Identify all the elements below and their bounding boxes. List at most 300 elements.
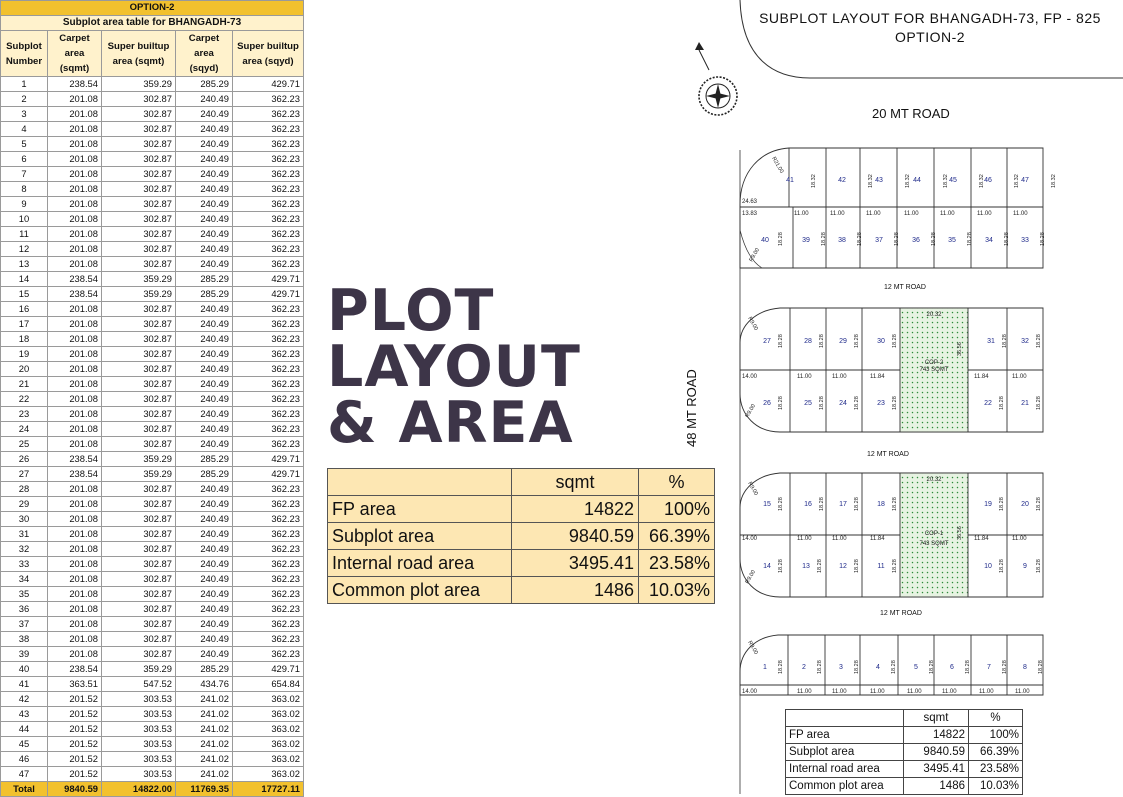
area-cell: 201.08 (48, 617, 102, 632)
summary-label: Common plot area (328, 577, 512, 604)
plot-number: 5 (914, 664, 918, 671)
plot-number: 16 (804, 501, 812, 508)
area-cell: 303.53 (102, 692, 176, 707)
area-cell: 429.71 (233, 662, 304, 677)
area-cell: 302.87 (102, 152, 176, 167)
area-cell: 302.87 (102, 437, 176, 452)
area-cell: 201.08 (48, 167, 102, 182)
summary-row (786, 727, 1023, 744)
area-cell: 363.02 (233, 707, 304, 722)
plot-number: 35 (948, 237, 956, 244)
area-cell: 362.23 (233, 422, 304, 437)
area-cell: 240.49 (176, 377, 233, 392)
plot-number: 44 (913, 177, 921, 184)
dimension-label: 14.00 (742, 536, 758, 542)
dimension-label: 18.28 (778, 497, 784, 511)
dimension-label: 11.00 (1012, 536, 1027, 542)
subplot-number-cell: 6 (1, 152, 48, 167)
area-cell: 362.23 (233, 602, 304, 617)
subplot-number-cell: 28 (1, 482, 48, 497)
area-cell: 429.71 (233, 467, 304, 482)
dimension-label: 18.32 (811, 174, 817, 188)
dimension-label: R9.00 (744, 403, 758, 419)
dimension-label: 18.28 (854, 497, 860, 511)
area-cell: 363.02 (233, 692, 304, 707)
area-cell: 240.49 (176, 437, 233, 452)
area-cell: 302.87 (102, 122, 176, 137)
table-row (1, 497, 304, 512)
table-row (1, 377, 304, 392)
dimension-label: 18.28 (819, 497, 825, 511)
block-a (740, 148, 1043, 268)
area-cell: 201.08 (48, 317, 102, 332)
layout-subtitle: OPTION-2 (894, 29, 966, 45)
area-cell: 201.08 (48, 122, 102, 137)
area-cell: 240.49 (176, 302, 233, 317)
dimension-label: 18.28 (931, 232, 937, 246)
subplot-number-cell: 42 (1, 692, 48, 707)
area-cell: 302.87 (102, 392, 176, 407)
area-cell: 240.49 (176, 572, 233, 587)
area-cell: 240.49 (176, 422, 233, 437)
table-row (1, 617, 304, 632)
plot-number: 21 (1021, 400, 1029, 407)
summary-label: FP area (328, 496, 512, 523)
summary-value: 1486 (512, 577, 639, 604)
table-row (1, 737, 304, 752)
subplot-number-cell: 30 (1, 512, 48, 527)
subplot-number-cell: 35 (1, 587, 48, 602)
area-cell: 201.08 (48, 227, 102, 242)
area-cell: 362.23 (233, 527, 304, 542)
area-cell: 240.49 (176, 332, 233, 347)
dimension-label: 18.28 (819, 334, 825, 348)
area-cell: 240.49 (176, 647, 233, 662)
subplot-number-cell: 46 (1, 752, 48, 767)
area-cell: 240.49 (176, 407, 233, 422)
table-row (1, 362, 304, 377)
dimension-label: 11.00 (832, 374, 847, 380)
table-row (1, 137, 304, 152)
plot-number: 17 (839, 501, 847, 508)
area-cell: 302.87 (102, 332, 176, 347)
summary-row (786, 744, 1023, 761)
summary-header-cell: % (969, 710, 1023, 727)
area-cell: 359.29 (102, 77, 176, 92)
area-cell: 362.23 (233, 497, 304, 512)
area-cell: 238.54 (48, 467, 102, 482)
summary-header-cell (786, 710, 904, 727)
area-cell: 362.23 (233, 587, 304, 602)
area-cell: 240.49 (176, 632, 233, 647)
area-cell: 362.23 (233, 212, 304, 227)
dimension-label: 14.00 (742, 374, 758, 380)
plot-number: 45 (949, 177, 957, 184)
area-cell: 302.87 (102, 257, 176, 272)
area-cell: 429.71 (233, 272, 304, 287)
area-cell: 362.23 (233, 182, 304, 197)
plot-number: 9 (1023, 563, 1027, 570)
subplot-number-cell: 12 (1, 242, 48, 257)
area-cell: 201.52 (48, 692, 102, 707)
plot-number: 2 (802, 664, 806, 671)
subplot-number-cell: 21 (1, 377, 48, 392)
area-cell: 303.53 (102, 737, 176, 752)
area-cell: 302.87 (102, 227, 176, 242)
table-row (1, 107, 304, 122)
table-row (1, 287, 304, 302)
dimension-label: 18.28 (892, 334, 898, 348)
table-total-row (1, 782, 304, 797)
plot-number: 24 (839, 400, 847, 407)
subplot-number-cell: 27 (1, 467, 48, 482)
dimension-label: 11.00 (866, 211, 881, 217)
dimension-label: 11.84 (870, 536, 885, 542)
dimension-label: 18.28 (1004, 232, 1010, 246)
dimension-label: 18.28 (854, 559, 860, 573)
subplot-number-cell: 22 (1, 392, 48, 407)
area-cell: 302.87 (102, 182, 176, 197)
area-cell: 238.54 (48, 662, 102, 677)
subplot-number-cell: 43 (1, 707, 48, 722)
area-cell: 302.87 (102, 632, 176, 647)
area-cell: 362.23 (233, 242, 304, 257)
subplot-number-cell: 13 (1, 257, 48, 272)
block-b (740, 308, 1043, 432)
area-cell: 240.49 (176, 542, 233, 557)
dimension-label: 11.00 (942, 689, 957, 695)
area-cell: 363.02 (233, 737, 304, 752)
column-header: Subplot Number (1, 31, 48, 77)
dimension-label: 11.00 (797, 689, 812, 695)
dimension-label: 11.00 (1012, 374, 1027, 380)
area-cell: 240.49 (176, 392, 233, 407)
summary-row (786, 778, 1023, 795)
area-cell: 302.87 (102, 482, 176, 497)
subplot-number-cell: 41 (1, 677, 48, 692)
plot-number: 14 (763, 563, 771, 570)
area-summary-table (327, 468, 715, 604)
dimension-label: 11.00 (977, 211, 992, 217)
dimension-label: 11.00 (979, 689, 994, 695)
area-cell: 302.87 (102, 572, 176, 587)
area-cell: 201.08 (48, 407, 102, 422)
subplot-number-cell: 38 (1, 632, 48, 647)
plot-number: 10 (984, 563, 992, 570)
dimension-label: R9.00 (746, 316, 759, 332)
area-cell: 302.87 (102, 422, 176, 437)
dimension-label: 11.00 (797, 536, 812, 542)
layout-plan (690, 0, 1123, 794)
subplot-number-cell: 44 (1, 722, 48, 737)
area-cell: 302.87 (102, 617, 176, 632)
dimension-label: 18.28 (999, 559, 1005, 573)
plot-number: 36 (912, 237, 920, 244)
area-cell: 201.08 (48, 347, 102, 362)
dimension-label: 11.00 (794, 211, 809, 217)
area-cell: 302.87 (102, 167, 176, 182)
dimension-label: 18.28 (1036, 559, 1042, 573)
area-cell: 238.54 (48, 287, 102, 302)
area-cell: 240.49 (176, 602, 233, 617)
dimension-label: 18.32 (979, 174, 985, 188)
summary-row (328, 577, 715, 604)
plot-number: 27 (763, 338, 771, 345)
area-cell: 302.87 (102, 557, 176, 572)
area-cell: 363.02 (233, 767, 304, 782)
table-title: Subplot area table for BHANGADH-73 (1, 16, 304, 31)
table-option-label: OPTION-2 (1, 1, 304, 16)
table-row (1, 587, 304, 602)
table-row (1, 92, 304, 107)
area-cell: 359.29 (102, 467, 176, 482)
summary-label: Common plot area (786, 778, 904, 795)
area-summary-table-small (785, 709, 1023, 795)
plot-number: 20 (1021, 501, 1029, 508)
area-cell: 302.87 (102, 647, 176, 662)
area-cell: 362.23 (233, 482, 304, 497)
dimension-label: 18.28 (778, 660, 784, 674)
summary-row (328, 550, 715, 577)
road-label-internal: 12 MT ROAD (884, 284, 926, 291)
area-cell: 363.02 (233, 722, 304, 737)
plot-number: 47 (1021, 177, 1029, 184)
plot-number: 11 (877, 563, 885, 570)
table-row (1, 692, 304, 707)
dimension-label: 18.28 (778, 232, 784, 246)
heading-line-3: & AREA (327, 390, 574, 456)
area-cell: 238.54 (48, 272, 102, 287)
area-cell: 362.23 (233, 167, 304, 182)
plot-number: 34 (985, 237, 993, 244)
subplot-number-cell: 47 (1, 767, 48, 782)
plot-number: 13 (802, 563, 810, 570)
table-row (1, 647, 304, 662)
table-row (1, 452, 304, 467)
area-cell: 302.87 (102, 512, 176, 527)
dimension-label: 18.32 (943, 174, 949, 188)
area-cell: 201.08 (48, 377, 102, 392)
subplot-number-cell: 15 (1, 287, 48, 302)
common-plot-label: COP-1 (924, 531, 944, 537)
dimension-label: R9.00 (746, 481, 759, 497)
site-boundary (740, 0, 1123, 78)
dimension-label: 18.28 (1040, 232, 1046, 246)
area-cell: 302.87 (102, 107, 176, 122)
area-cell: 201.08 (48, 392, 102, 407)
dimension-label: 18.32 (1051, 174, 1057, 188)
plot-number: 33 (1021, 237, 1029, 244)
dimension-label: 18.28 (1002, 334, 1008, 348)
area-cell: 240.49 (176, 152, 233, 167)
area-cell: 201.08 (48, 197, 102, 212)
area-cell: 240.49 (176, 107, 233, 122)
area-cell: 285.29 (176, 467, 233, 482)
area-cell: 201.08 (48, 242, 102, 257)
area-cell: 285.29 (176, 272, 233, 287)
area-cell: 362.23 (233, 122, 304, 137)
area-cell: 240.49 (176, 512, 233, 527)
area-cell: 201.52 (48, 722, 102, 737)
area-cell: 240.49 (176, 137, 233, 152)
area-cell: 201.08 (48, 632, 102, 647)
total-cell: 9840.59 (48, 782, 102, 797)
plot-number: 8 (1023, 664, 1027, 671)
subplot-number-cell: 31 (1, 527, 48, 542)
area-cell: 362.23 (233, 632, 304, 647)
plot-number: 43 (875, 177, 883, 184)
table-row (1, 77, 304, 92)
area-cell: 201.52 (48, 737, 102, 752)
area-cell: 201.08 (48, 257, 102, 272)
table-row (1, 677, 304, 692)
subplot-number-cell: 37 (1, 617, 48, 632)
table-row (1, 707, 304, 722)
area-cell: 240.49 (176, 482, 233, 497)
plot-number: 22 (984, 400, 992, 407)
summary-percent: 100% (969, 727, 1023, 744)
table-row (1, 632, 304, 647)
dimension-label: 18.28 (854, 396, 860, 410)
table-row (1, 242, 304, 257)
area-cell: 201.08 (48, 587, 102, 602)
area-cell: 302.87 (102, 527, 176, 542)
area-cell: 654.84 (233, 677, 304, 692)
plot-number: 30 (877, 338, 885, 345)
summary-value: 14822 (512, 496, 639, 523)
area-cell: 241.02 (176, 737, 233, 752)
subplot-area-table (0, 0, 304, 797)
road-label-top: 20 MT ROAD (872, 106, 950, 121)
plot-number: 46 (984, 177, 992, 184)
dimension-label: 11.84 (870, 374, 885, 380)
summary-percent: 66.39% (639, 523, 715, 550)
plot-number: 37 (875, 237, 883, 244)
area-cell: 429.71 (233, 287, 304, 302)
area-cell: 201.08 (48, 647, 102, 662)
summary-percent: 66.39% (969, 744, 1023, 761)
subplot-number-cell: 10 (1, 212, 48, 227)
subplot-number-cell: 16 (1, 302, 48, 317)
dimension-label: 18.28 (892, 497, 898, 511)
table-row (1, 512, 304, 527)
area-cell: 201.52 (48, 752, 102, 767)
area-cell: 238.54 (48, 452, 102, 467)
area-cell: 201.08 (48, 152, 102, 167)
table-row (1, 557, 304, 572)
plot-number: 38 (838, 237, 846, 244)
dimension-label: 18.28 (819, 396, 825, 410)
dimension-label: 18.28 (891, 660, 897, 674)
area-cell: 362.23 (233, 92, 304, 107)
area-cell: 362.23 (233, 317, 304, 332)
dimension-label: 18.28 (817, 559, 823, 573)
dimension-label: 11.00 (904, 211, 919, 217)
plot-number: 23 (877, 400, 885, 407)
plot-number: 29 (839, 338, 847, 345)
subplot-number-cell: 40 (1, 662, 48, 677)
area-cell: 285.29 (176, 452, 233, 467)
column-header: Super builtup area (sqyd) (233, 31, 304, 77)
plot-number: 7 (987, 664, 991, 671)
plot-number: 1 (763, 664, 767, 671)
area-cell: 434.76 (176, 677, 233, 692)
plot-number: 25 (804, 400, 812, 407)
dimension-label: 18.28 (1036, 334, 1042, 348)
area-cell: 240.49 (176, 122, 233, 137)
dimension-label: 18.32 (905, 174, 911, 188)
subplot-number-cell: 4 (1, 122, 48, 137)
area-cell: 240.49 (176, 197, 233, 212)
table-row (1, 197, 304, 212)
common-plot-label: COP-2 (924, 360, 944, 366)
area-cell: 201.08 (48, 527, 102, 542)
area-cell: 240.49 (176, 257, 233, 272)
area-cell: 302.87 (102, 542, 176, 557)
dimension-label: 11.84 (974, 374, 989, 380)
dimension-label: 18.28 (1002, 660, 1008, 674)
dimension-label: 20.32 (926, 312, 942, 318)
area-cell: 359.29 (102, 452, 176, 467)
plot-number: 12 (839, 563, 847, 570)
summary-header-cell: sqmt (512, 469, 639, 496)
area-cell: 302.87 (102, 602, 176, 617)
heading-line-1: PLOT (327, 278, 495, 344)
total-cell: 11769.35 (176, 782, 233, 797)
area-cell: 201.08 (48, 302, 102, 317)
road-label-internal: 12 MT ROAD (880, 610, 922, 617)
table-row (1, 182, 304, 197)
dimension-label: 18.28 (854, 334, 860, 348)
summary-percent: 23.58% (639, 550, 715, 577)
area-cell: 240.49 (176, 182, 233, 197)
area-cell: 302.87 (102, 362, 176, 377)
area-cell: 429.71 (233, 77, 304, 92)
summary-label: Internal road area (786, 761, 904, 778)
area-cell: 241.02 (176, 722, 233, 737)
summary-percent: 10.03% (969, 778, 1023, 795)
summary-header-cell: sqmt (904, 710, 969, 727)
area-cell: 240.49 (176, 557, 233, 572)
table-row (1, 527, 304, 542)
subplot-table-body (1, 77, 304, 782)
subplot-number-cell: 17 (1, 317, 48, 332)
area-cell: 285.29 (176, 77, 233, 92)
area-cell: 362.23 (233, 542, 304, 557)
subplot-number-cell: 32 (1, 542, 48, 557)
summary-percent: 23.58% (969, 761, 1023, 778)
subplot-number-cell: 24 (1, 422, 48, 437)
plot-number: 15 (763, 501, 771, 508)
dimension-label: 36.56 (957, 526, 963, 540)
dimension-label: 20.32 (926, 477, 942, 483)
summary-row (328, 523, 715, 550)
column-header: Super builtup area (sqmt) (102, 31, 176, 77)
area-cell: 240.49 (176, 317, 233, 332)
table-row (1, 407, 304, 422)
area-cell: 303.53 (102, 752, 176, 767)
table-row (1, 227, 304, 242)
area-cell: 285.29 (176, 287, 233, 302)
subplot-number-cell: 3 (1, 107, 48, 122)
dimension-label: 18.28 (778, 334, 784, 348)
table-row (1, 347, 304, 362)
summary-header-cell (328, 469, 512, 496)
summary-value: 9840.59 (904, 744, 969, 761)
table-row (1, 422, 304, 437)
area-cell: 302.87 (102, 197, 176, 212)
table-row (1, 572, 304, 587)
